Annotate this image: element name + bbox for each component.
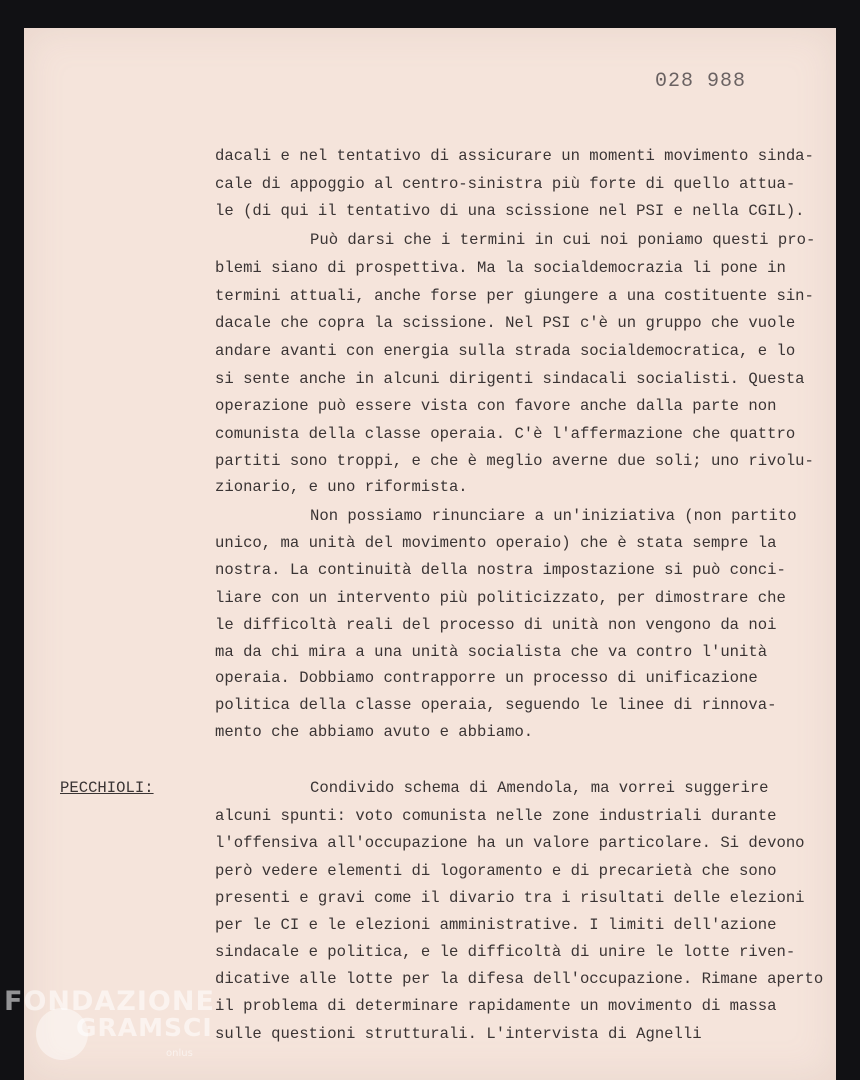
text-line: dacali e nel tentativo di assicurare un momenti movimento sinda- bbox=[215, 147, 814, 165]
text-line: sulle questioni strutturali. L'intervista di Agnelli bbox=[215, 1025, 702, 1043]
speaker-label: PECCHIOLI: bbox=[60, 779, 154, 797]
text-line: si sente anche in alcuni dirigenti sindacali socialisti. Questa bbox=[215, 370, 805, 388]
text-line: presenti e gravi come il divario tra i risultati delle elezioni bbox=[215, 889, 805, 907]
text-line: blemi siano di prospettiva. Ma la socialdemocrazia li pone in bbox=[215, 259, 786, 277]
text-line: l'offensiva all'occupazione ha un valore particolare. Si devono bbox=[215, 834, 805, 852]
text-line: Condivido schema di Amendola, ma vorrei suggerire bbox=[310, 779, 769, 797]
text-line: però vedere elementi di logoramento e di precarietà che sono bbox=[215, 862, 777, 880]
text-line: sindacale e politica, e le difficoltà di unire le lotte riven- bbox=[215, 943, 796, 961]
text-line: dacale che copra la scissione. Nel PSI c'è un gruppo che vuole bbox=[215, 314, 796, 332]
text-line: per le CI e le elezioni amministrative. I limiti dell'azione bbox=[215, 916, 777, 934]
text-line: cale di appoggio al centro-sinistra più forte di quello attua- bbox=[215, 175, 796, 193]
text-line: nostra. La continuità della nostra impostazione si può conci- bbox=[215, 561, 786, 579]
text-line: operaia. Dobbiamo contrapporre un processo di unificazione bbox=[215, 669, 758, 687]
text-line: Può darsi che i termini in cui noi poniamo questi pro- bbox=[310, 231, 816, 249]
watermark-line-2: GRAMSCI bbox=[76, 1013, 213, 1042]
text-line: politica della classe operaia, seguendo le linee di rinnova- bbox=[215, 696, 777, 714]
text-line: alcuni spunti: voto comunista nelle zone industriali durante bbox=[215, 807, 777, 825]
text-line: termini attuali, anche forse per giungere a una costituente sin- bbox=[215, 287, 814, 305]
text-line: zionario, e uno riformista. bbox=[215, 478, 468, 496]
text-line: le (di qui il tentativo di una scissione nel PSI e nella CGIL). bbox=[215, 202, 805, 220]
text-line: partiti sono troppi, e che è meglio averne due soli; uno rivolu- bbox=[215, 452, 814, 470]
text-line: Non possiamo rinunciare a un'iniziativa (non partito bbox=[310, 507, 797, 525]
text-line: liare con un intervento più politicizzato, per dimostrare che bbox=[215, 589, 786, 607]
text-line: ma da chi mira a una unità socialista che va contro l'unità bbox=[215, 643, 768, 661]
text-line: il problema di determinare rapidamente un movimento di massa bbox=[215, 997, 777, 1015]
text-line: dicative alle lotte per la difesa dell'occupazione. Rimane aperto bbox=[215, 970, 824, 988]
text-line: le difficoltà reali del processo di unità non vengono da noi bbox=[215, 616, 777, 634]
watermark-line-3: onlus bbox=[166, 1048, 193, 1059]
text-line: unico, ma unità del movimento operaio) che è stata sempre la bbox=[215, 534, 777, 552]
text-line: operazione può essere vista con favore anche dalla parte non bbox=[215, 397, 777, 415]
text-line: andare avanti con energia sulla strada socialdemocratica, e lo bbox=[215, 342, 796, 360]
watermark-line-1: FONDAZIONE bbox=[4, 986, 215, 1017]
text-line: mento che abbiamo avuto e abbiamo. bbox=[215, 723, 534, 741]
page-number: 028 988 bbox=[655, 70, 747, 93]
text-line: comunista della classe operaia. C'è l'affermazione che quattro bbox=[215, 425, 796, 443]
